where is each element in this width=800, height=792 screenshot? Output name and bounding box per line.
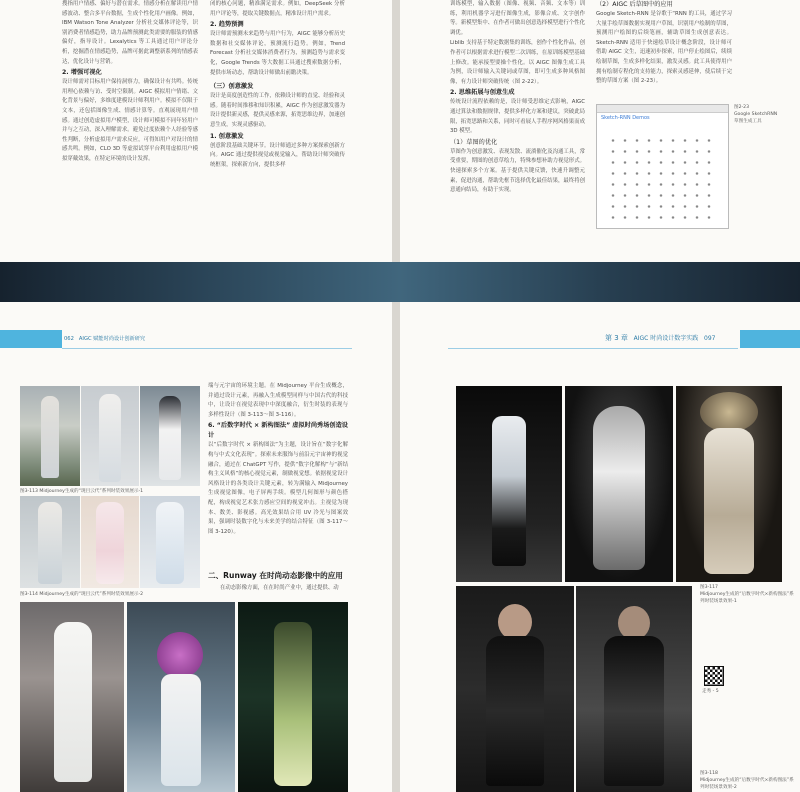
paragraph: 创意阶段基础关键环节。设计师通过多种方案探索创新方向。AIGC 通过提供视觉或视觉输入，帮助设计师突破传统框架，探索新方向，提供多样 <box>210 142 345 168</box>
figure-caption: 图3-118 Midjourney生成的“后数字时代×新构图法”系列时装场景效果-2 <box>700 771 794 790</box>
paragraph: 传统设计流程依赖的是，设计师受思维定式影响，AIGC 通过算法和数据规律，提供多样化方案和建议，突破此局限，拓宽思路和关系，同时可看展人手程序网风格果而成 3D 模型。 <box>450 99 585 135</box>
qr-code[interactable] <box>704 666 724 686</box>
bottom-left-page <box>0 302 392 792</box>
paragraph: 设计是高度创造性的工作，依赖设计师的直觉、经验和灵感。随着时间推移和知识积累，AIGC 作为创意激发器为设计提供新灵感，提供灵感来源，拓宽思维边界，加速创意生成，实现灵感驱动。 <box>210 93 345 128</box>
top-left-page <box>0 0 392 262</box>
paragraph: Liblib 支持基于特定数据集的训练，创作个性化作品，创作者可以根据需求进行模型二次训练，在原训练模型基础上修改。能承接型要操个性化。以 AIGC 图像生成工具为例，设计师输入关键词或草图，即可生成多种风格图像，有力设计师突破传统（图 2-22）。 <box>450 40 585 85</box>
paragraph: 训练模型，输入数据（图像、视频、音频、文本等）训练，利用机器学习进行图像生成，影像合成、文字创作等。新模型集中、在作者可做出创意选择模型进行个性化调优。 <box>450 1 585 36</box>
bottom-left-text-column <box>208 382 348 538</box>
running-head-title: AIGC 赋能时尚设计创新研究 <box>78 336 146 342</box>
top-left-col1 <box>62 0 198 166</box>
paragraph: 设计师需预测未来趋势与用户行为，AIGC 能够分析历史数据和社交媒体评论，预测流行趋势。例如，Trend Forecast 分析社交媒体消费者行为，预测趋势与需求变化，Google Trends 等大数据工具通过搜索数据分析，提供市场动态，帮助设计师做出前瞻决策。 <box>210 31 345 76</box>
fashion-photo <box>127 602 235 792</box>
figure-caption: 图2-23 Google SketchRNN 草图生成工具 <box>734 105 778 124</box>
fashion-photo <box>456 586 574 792</box>
fashion-photo <box>20 496 80 588</box>
fashion-photo <box>238 602 348 792</box>
top-right-col2 <box>596 0 732 88</box>
top-right-page <box>400 0 800 262</box>
subheading: （2）AIGC 后草图中的应用 <box>596 1 673 8</box>
paragraph: 搜指用户情感、偏好与潜在需求。情感分析在解读用户情感波动、整合多平台数据，生成个性化用户画像。例如，IBM Watson Tone Analyzer 分析社交媒体评论等，识别消费者情感趋势，助力品牌预测此类需要的服装的情感偏好，指导设计。Lexalytics 等工具通过用户评论分析，挖掘潜在情感趋势，品牌可据此调整新系列的情感表达，优化设计与营销。 <box>62 1 198 65</box>
paragraph: 设计师需对目标用户保持洞察力，确保设计有共鸣。传统用理心依赖与访、受时空限制。AIGC 模拟用户情绪、文化背景与偏好，多维度建模设计师利用户。模拟不仅限于文本，还包括图像生成、情感计算等。直观展现用户情感。通过创造虚拟用户模型，设计师可模拟不同年轻用户并与之互动，深入理解需求。避免过度依赖个人经验等感性判断，分析虚拟用户需求反应，可得知用户对设计的情感共鸣。例如，CLO 3D 等虚拟试穿平台利用虚拟用户模拟穿戴效果，在特定环境的设计发挥。 <box>62 79 198 162</box>
subheading: 2. 增强可视化 <box>62 69 102 77</box>
figure-caption: 图3-114 Midjourney生成的“现目云代”系列时装效果展示-2 <box>20 592 144 597</box>
section-intro: 在动态影像方面，在在时尚产业中，通过提供、动 <box>220 585 339 591</box>
running-head <box>64 335 145 342</box>
subheading: （1）草图的优化 <box>450 138 498 146</box>
screenshot-title: Sketch-RNN Demos <box>601 115 650 121</box>
fashion-photo <box>565 386 673 582</box>
qr-caption: 走秀 - 5 <box>702 689 719 694</box>
paragraph: 闭的核心问题，精准满足需求。例如，DeepSeek 分析用户评论等，提取关键数据点，精准设计用户需求。 <box>210 1 345 17</box>
subheading: 2. 思维拓展与创意生成 <box>450 89 515 97</box>
running-head <box>605 333 715 343</box>
figure-caption: 图3-117 Midjourney生成的“后数字时代×新构图法”系列时装场景效果-1 <box>700 585 794 604</box>
paragraph: 端与元宇宙的环境主题。在 Midjourney 平台生成概念，并通过设计元素，再融入生成模型同样与中国古代的科技中，让设计在视觉表现中中深度融合，衍生时装的表现与多样性设计（图 3-113～图 3-116）。 <box>208 383 348 418</box>
sketch-grid <box>607 135 717 223</box>
fashion-photo <box>20 602 124 792</box>
fashion-photo <box>456 386 562 582</box>
running-head-bar <box>0 330 62 348</box>
decorative-banner <box>0 262 800 302</box>
running-head-rule <box>448 348 738 349</box>
running-head-title: AIGC 时尚设计数字实践 <box>633 335 699 342</box>
paragraph: 以“后数字时代 × 新构图法”为主题，设计旨在“数字化解构与中式文化表现”。探索未来服饰与前沿元宇宙神的视觉融合，通过在 ChatGPT 写作，提供“数字化解构”与“新结构主义风格”的核心视觉元素，制做视觉想。依据视觉设计风格设计的各类设计关键元素，转为满输入 Midjourney 生成视觉图像，电子屏两手续。模型几何图形与颜色搭配，构成视觉艺术张力感应空间的视觉冲击。主视觉为现本、数美、影视感。高光效果结合用 UV 冷光与图案效果，强调时装数字化与未来美学的结合特征（图 3-117～图 3-120）。 <box>208 442 348 535</box>
running-head-rule <box>62 348 352 349</box>
top-left-col2 <box>210 0 345 171</box>
fashion-photo <box>676 386 782 582</box>
sketch-rnn-screenshot <box>596 104 729 229</box>
subheading: 6. “后数字时代 × 新构图法” 虚拟时尚秀场创造设计 <box>208 422 348 440</box>
fashion-photo <box>20 386 80 486</box>
fashion-photo <box>140 386 200 486</box>
running-head-bar <box>740 330 800 348</box>
subheading: 1. 创意激发 <box>210 132 244 140</box>
top-right-col1 <box>450 0 585 197</box>
fashion-photo <box>576 586 692 792</box>
chapter-label: 第 3 章 <box>605 334 628 342</box>
section-title: 二、Runway 在时尚动态影像中的应用 <box>208 571 343 580</box>
fashion-photo <box>81 386 139 486</box>
paragraph: 草图作为创意激发、表现发散、流淌催化及沟通工具，常受重要，期图的创意草绘力，特殊参想补助力视觉形式。快速探索多个方案。基于提供关键反馈，快速升调整元素，促进沟通，帮助先框节选择优化最佳结果，最终将创意通向结局，有助于实现。 <box>450 148 585 194</box>
page-number: 097 <box>704 335 716 342</box>
fashion-photo <box>140 496 200 588</box>
figure-caption: 图3-113 Midjourney生成的“现目云代”系列时装效果展示-1 <box>20 489 144 494</box>
bottom-right-page <box>400 302 800 792</box>
section-heading: （三）创意激发 <box>210 83 254 91</box>
subheading: 2. 趋势预测 <box>210 21 244 29</box>
paragraph: Google Sketch-RNN 是谷歌于“RNN 的工具，通过学习大量手绘草图数据实现用户草图，识别用户绘制的草图，预测用户绘图的后续笔画，辅助草图生成创意表达。Sketch-RNN 适用于快速绘草设计概念阶段，设计师可借助 AIGC 文生，迅速初步探索，用户停止绘图后，续续绘制草图，生成多样化结果，激发灵感。此工具使得用户拥有绘制专程化的支持能力，探索灵感延伸，使后续于完整的草图方案（图 2-23）。 <box>596 11 732 85</box>
fashion-photo <box>81 496 139 588</box>
page-number: 062 <box>64 336 74 342</box>
